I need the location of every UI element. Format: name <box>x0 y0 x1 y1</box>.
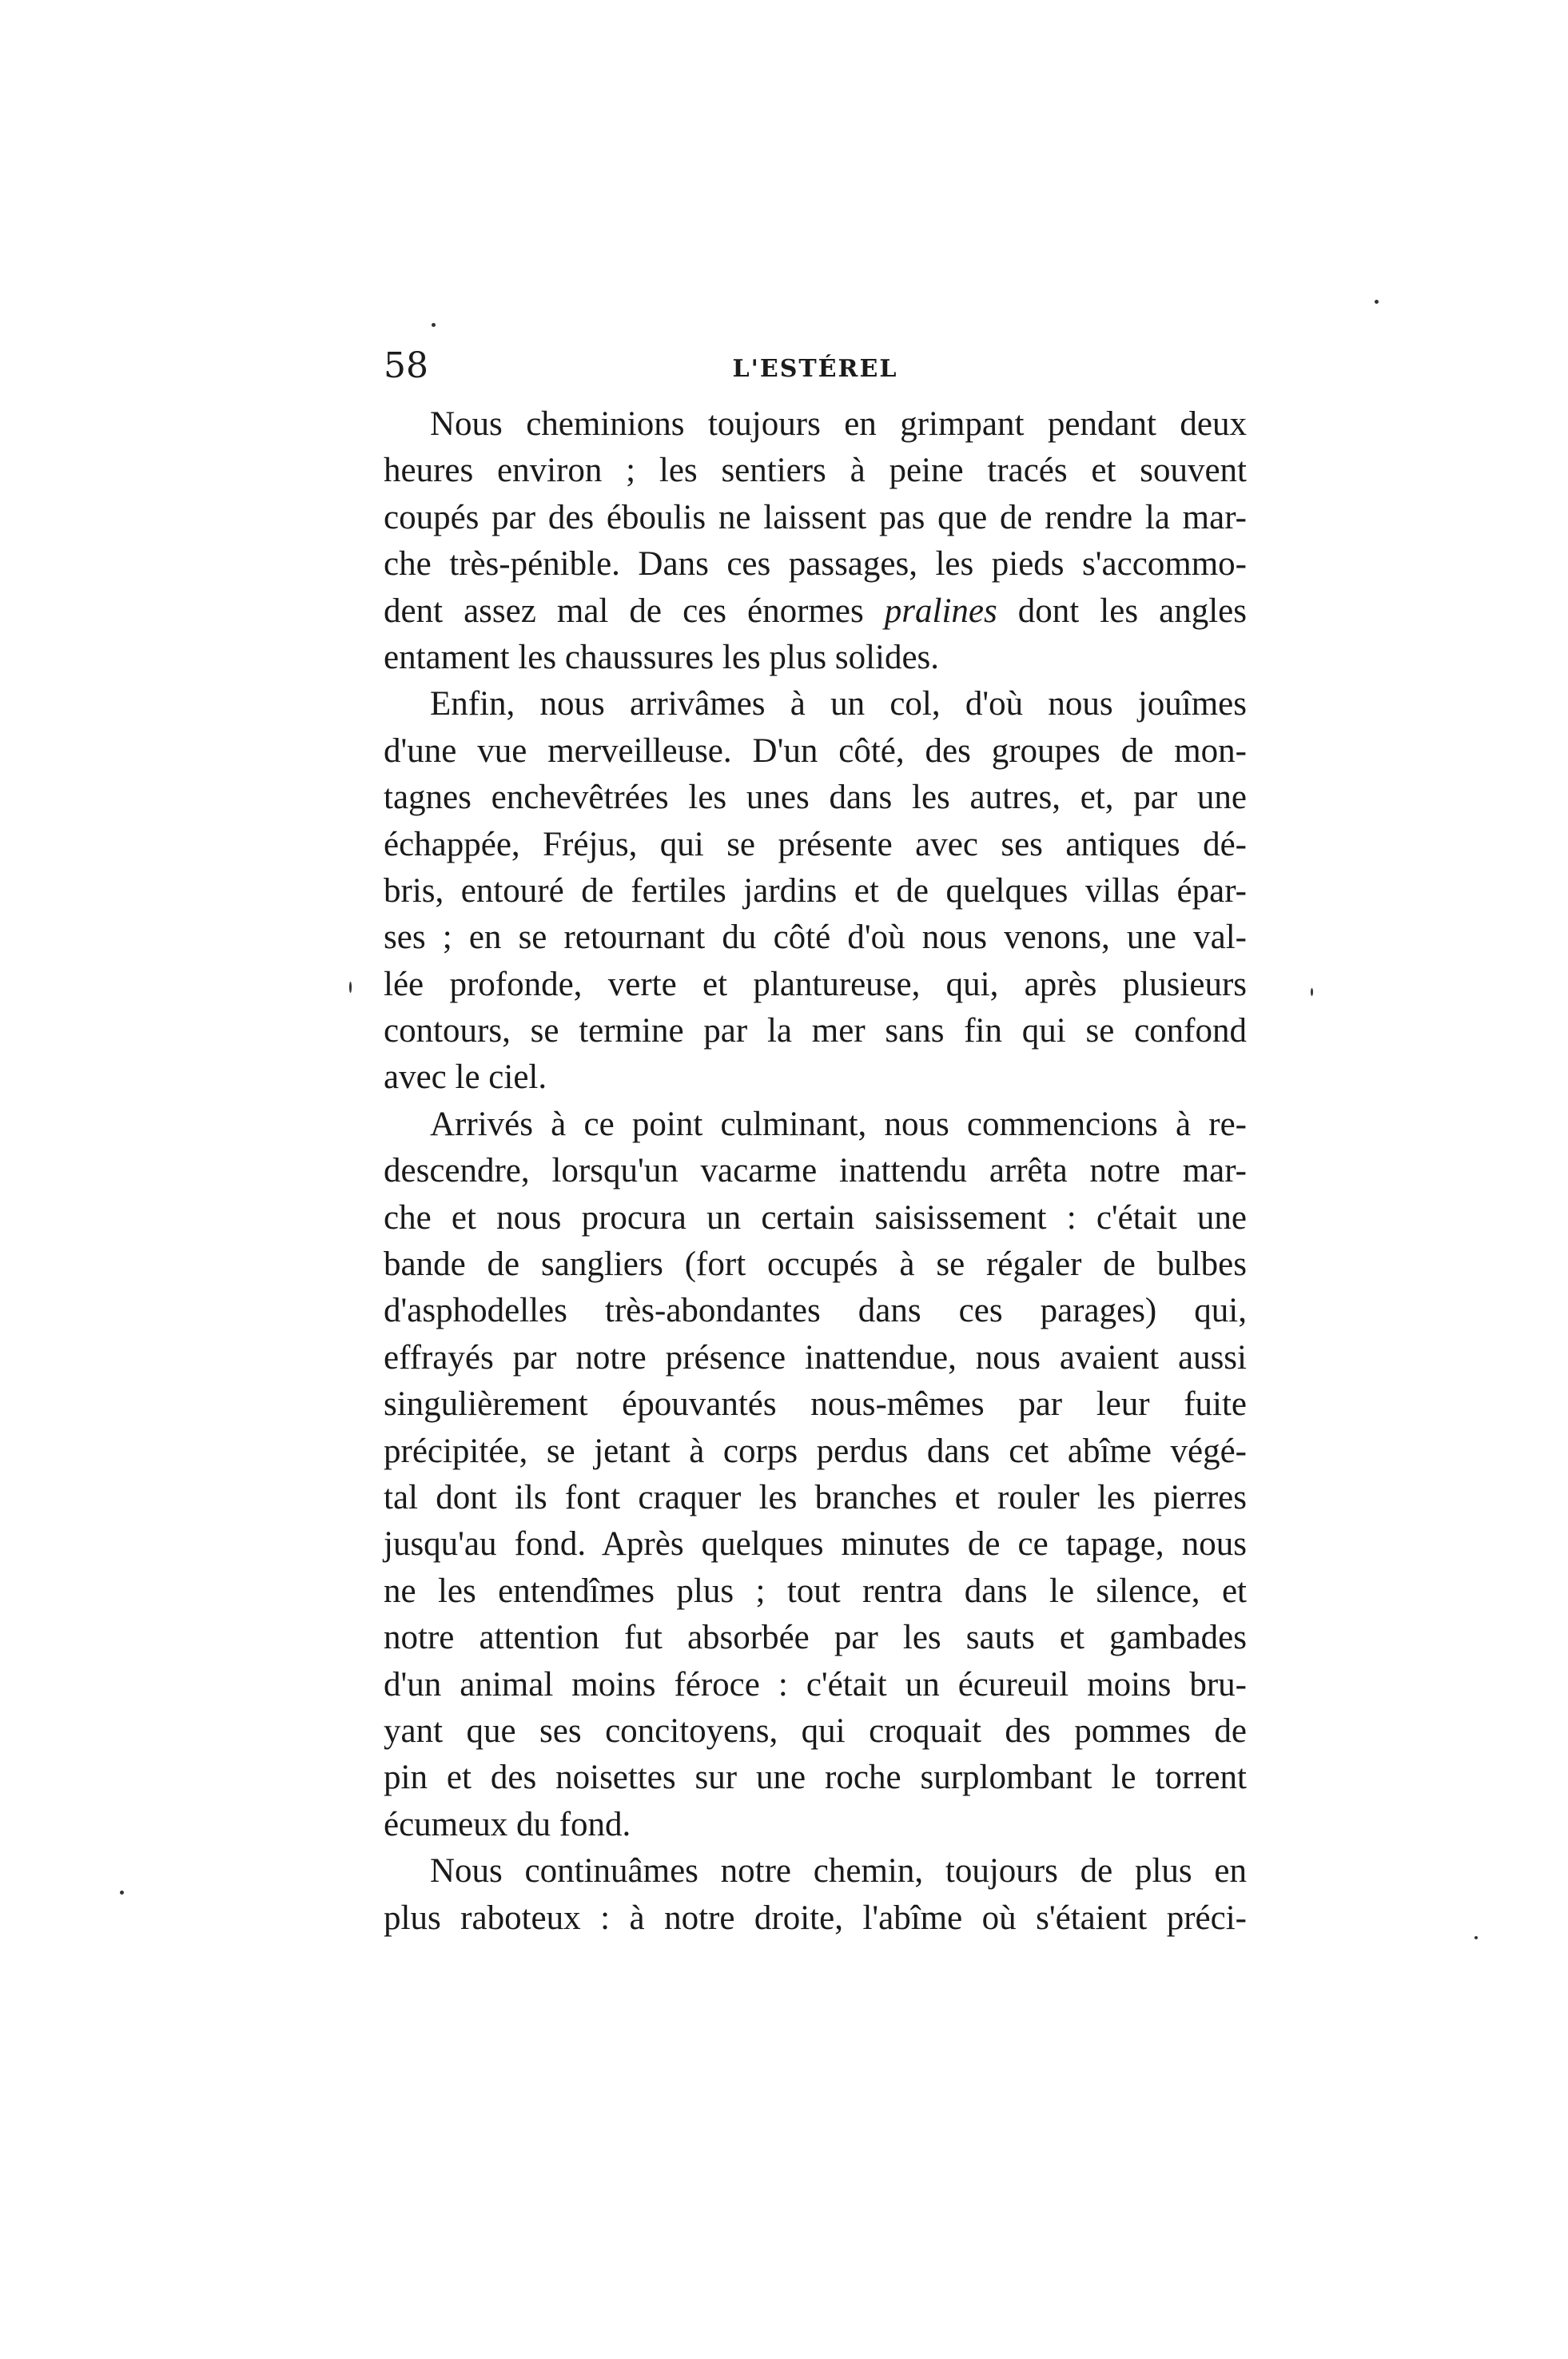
text-fragment: dent assez mal de ces énormes <box>384 592 885 630</box>
italic-word: pralines <box>884 592 997 630</box>
text-line: avec le ciel. <box>384 1058 547 1097</box>
page-number: 58 <box>384 345 428 386</box>
text-line: effrayés par notre présence inattendue, nous avaient aussi <box>384 1338 1247 1377</box>
paper-speck <box>1375 300 1379 304</box>
text-line: d'une vue merveilleuse. D'un côté, des groupes de mon- <box>384 731 1247 770</box>
text-line: che très-pénible. Dans ces passages, les pieds s'accommo- <box>384 545 1247 584</box>
text-line-with-italic <box>384 588 1247 635</box>
text-line: Arrivés à ce point culminant, nous commencions à re- <box>430 1105 1247 1143</box>
paragraph-3 <box>384 1102 1247 1848</box>
paper-speck <box>120 1891 124 1895</box>
running-title: L'ESTÉREL <box>732 355 898 383</box>
running-head <box>384 342 1247 390</box>
text-line: Nous cheminions toujours en grimpant pendant deux <box>430 405 1247 443</box>
text-line: notre attention fut absorbée par les sauts et gambades <box>384 1619 1247 1657</box>
paper-speck <box>1474 1936 1478 1939</box>
text-line: yant que ses concitoyens, qui croquait des pommes de <box>384 1711 1247 1750</box>
text-line: d'asphodelles très-abondantes dans ces parages) qui, <box>384 1292 1247 1330</box>
text-line: coupés par des éboulis ne laissent pas que de rendre la mar- <box>384 498 1247 536</box>
text-line: entament les chaussures les plus solides. <box>384 638 940 676</box>
text-line: tal dont ils font craquer les branches et rouler les pierres <box>384 1478 1247 1516</box>
text-line: descendre, lorsqu'un vacarme inattendu arrêta notre mar- <box>384 1152 1247 1190</box>
text-fragment: dont les angles <box>997 592 1247 630</box>
text-line: bande de sangliers (fort occupés à se régaler de bulbes <box>384 1245 1247 1284</box>
paragraph-2 <box>384 681 1247 1102</box>
text-line: jusqu'au fond. Après quelques minutes de ce tapage, nous <box>384 1525 1247 1564</box>
text-line: ses ; en se retournant du côté d'où nous venons, une val- <box>384 918 1247 957</box>
text-line: tagnes enchevêtrées les unes dans les autres, et, par une <box>384 779 1247 817</box>
paper-speck <box>1311 988 1313 996</box>
paper-speck <box>432 323 436 327</box>
paragraph-1 <box>384 401 1247 681</box>
text-line: d'un animal moins féroce : c'était un écureuil moins bru- <box>384 1665 1247 1704</box>
text-line: écumeux du fond. <box>384 1805 631 1843</box>
text-line: échappée, Fréjus, qui se présente avec ses antiques dé- <box>384 825 1247 863</box>
text-line: lée profonde, verte et plantureuse, qui, après plusieurs <box>384 965 1247 1003</box>
text-line: ne les entendîmes plus ; tout rentra dans le silence, et <box>384 1572 1247 1610</box>
text-line: contours, se termine par la mer sans fin qui se confond <box>384 1012 1247 1050</box>
text-line: singulièrement épouvantés nous-mêmes par leur fuite <box>384 1385 1247 1424</box>
paper-speck <box>349 982 352 993</box>
text-line: pin et des noisettes sur une roche surplombant le torrent <box>384 1759 1247 1797</box>
text-line: Enfin, nous arrivâmes à un col, d'où nous jouîmes <box>430 685 1247 723</box>
body-text <box>384 401 1247 1942</box>
paragraph-4 <box>384 1848 1247 1942</box>
text-line: Nous continuâmes notre chemin, toujours de plus en <box>430 1852 1247 1891</box>
text-line: heures environ ; les sentiers à peine tracés et souvent <box>384 452 1247 490</box>
text-line: che et nous procura un certain saisissement : c'était une <box>384 1198 1247 1237</box>
text-line: précipitée, se jetant à corps perdus dans cet abîme végé- <box>384 1432 1247 1470</box>
text-line: bris, entouré de fertiles jardins et de quelques villas épar- <box>384 871 1247 910</box>
text-line: plus raboteux : à notre droite, l'abîme où s'étaient préci- <box>384 1899 1247 1937</box>
